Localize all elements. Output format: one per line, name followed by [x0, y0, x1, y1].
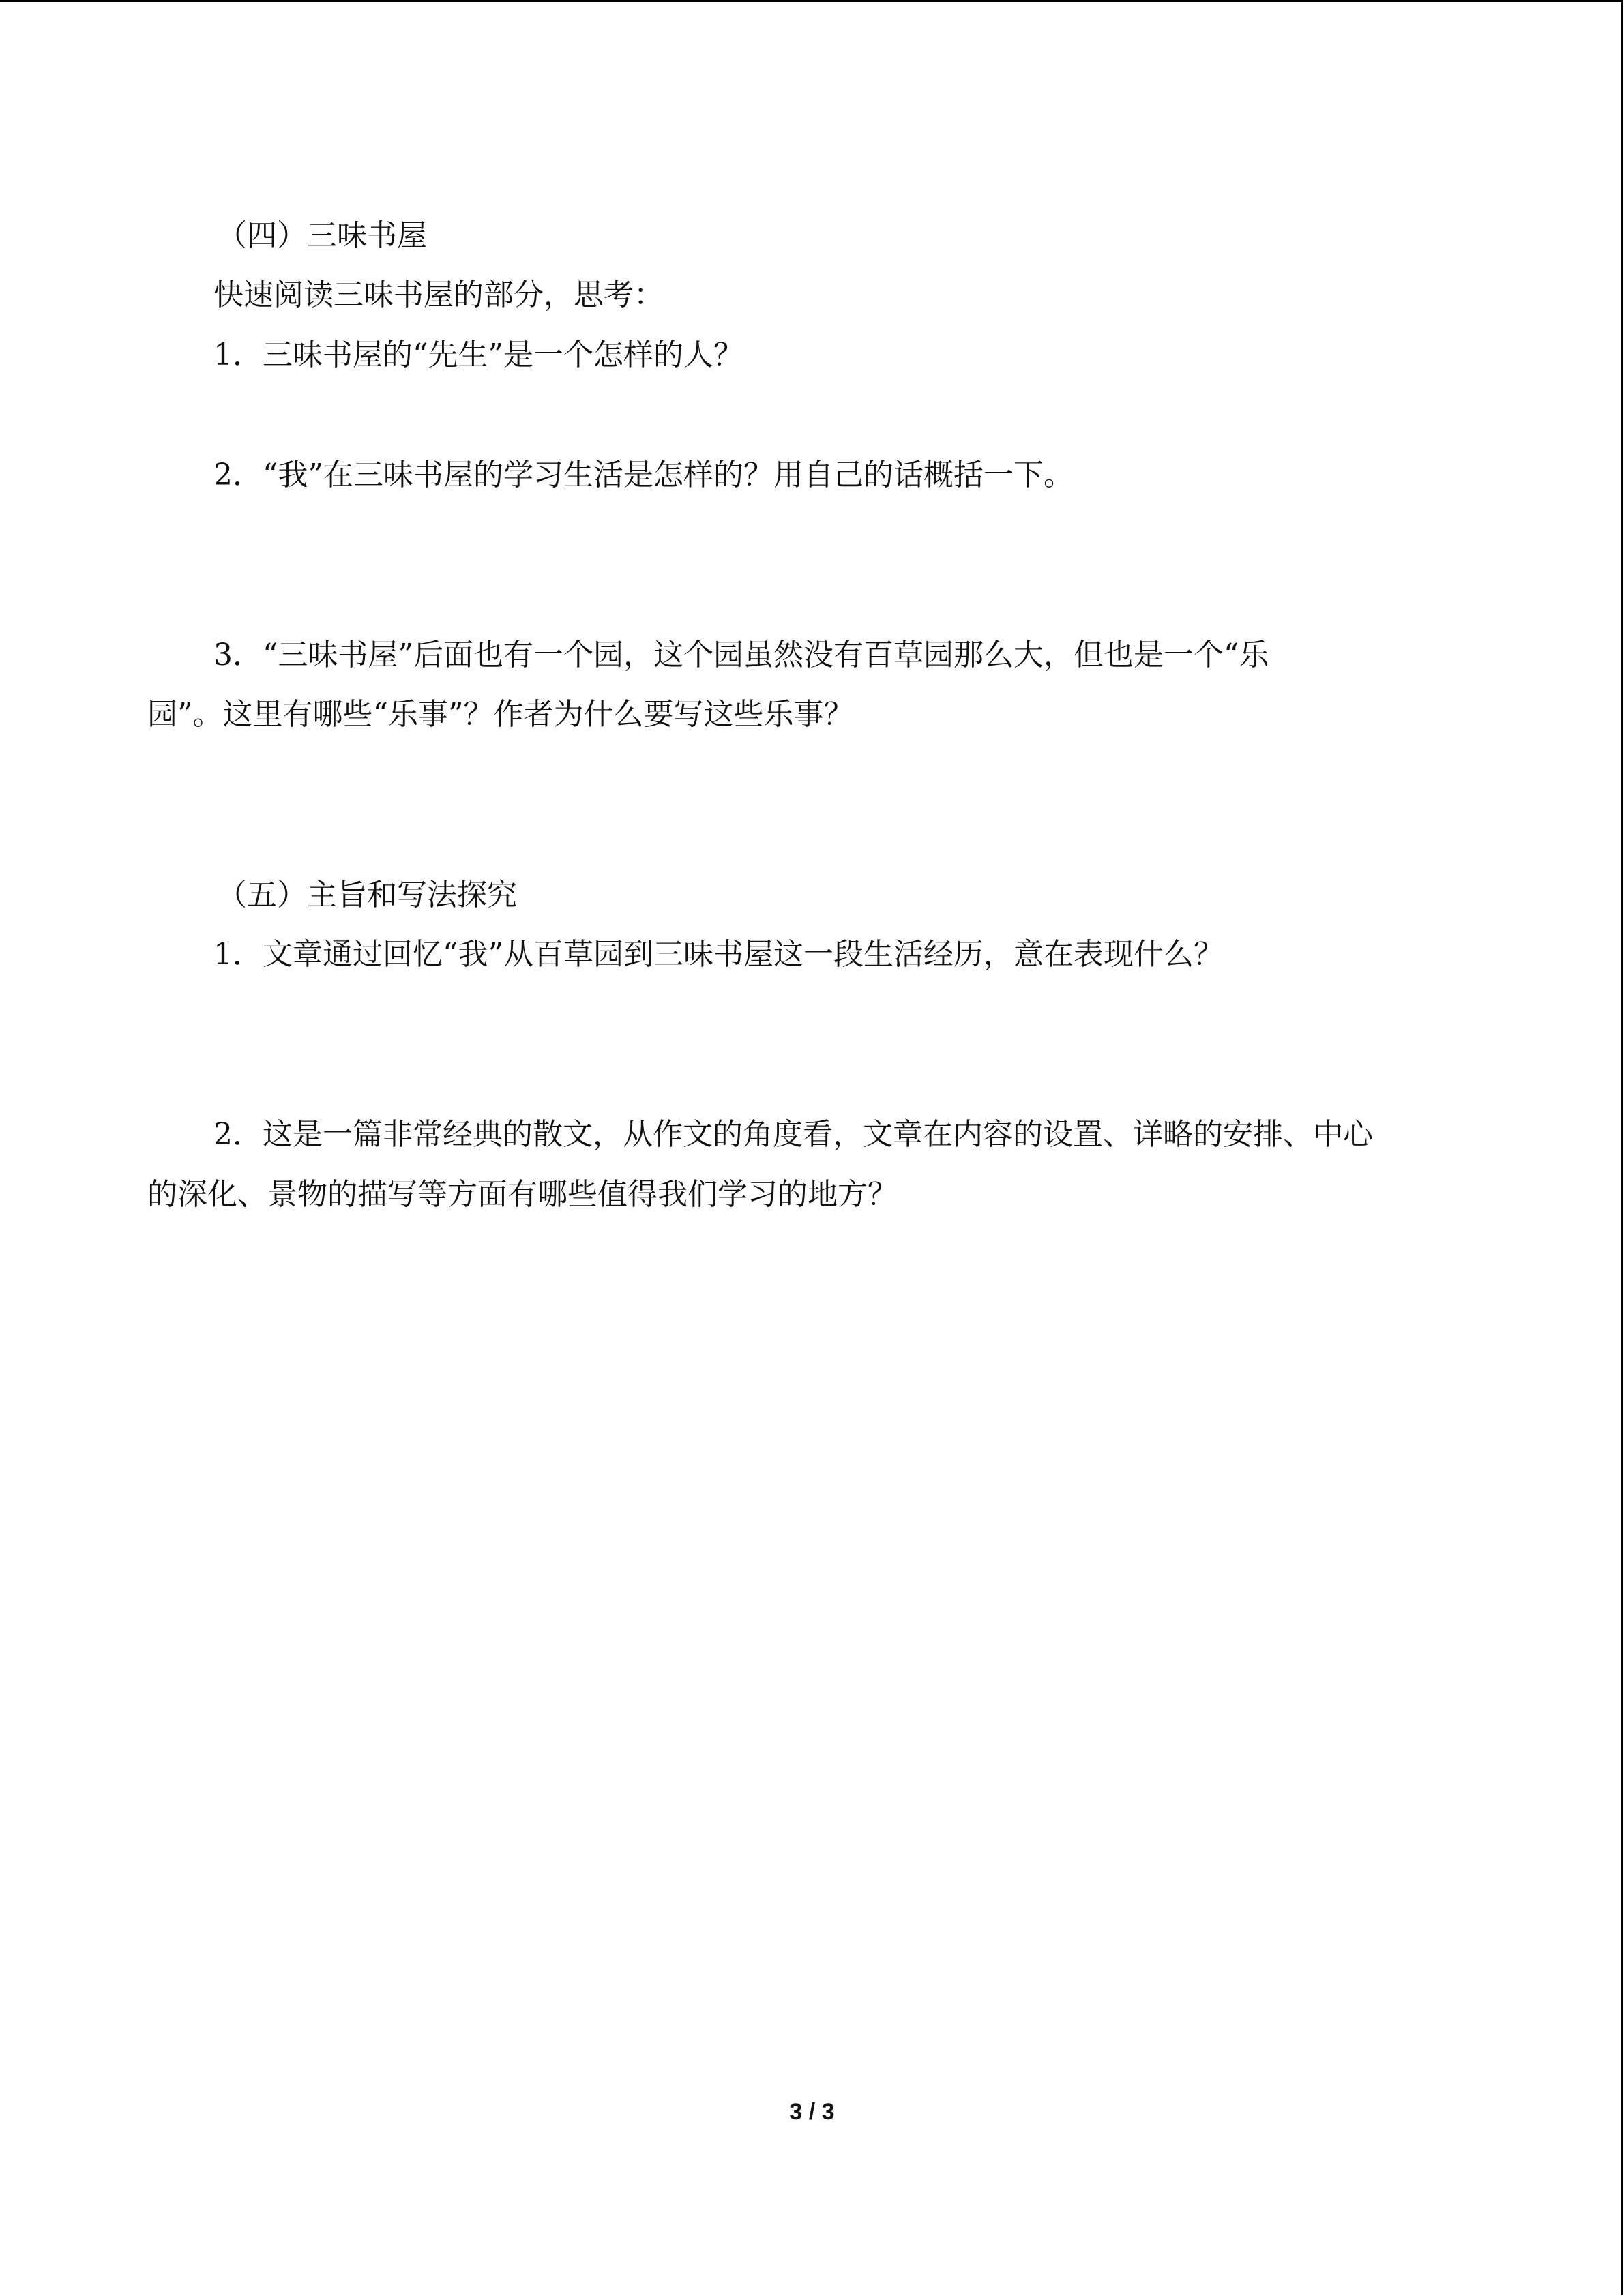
question-item: 1．三味书屋的“先生”是一个怎样的人？ [213, 338, 743, 372]
question-item: 2．“我”在三味书屋的学习生活是怎样的？用自己的话概括一下。 [213, 458, 1074, 492]
question-item: 1．文章通过回忆“我”从百草园到三味书屋这一段生活经历，意在表现什么？ [213, 937, 1224, 972]
section-intro: 快速阅读三味书屋的部分，思考： [213, 278, 664, 312]
question-item-continuation: 园”。这里有哪些“乐事”？作者为什么要写这些乐事？ [147, 697, 854, 732]
question-item-continuation: 的深化、景物的描写等方面有哪些值得我们学习的地方？ [147, 1177, 898, 1212]
question-item: 3．“三味书屋”后面也有一个园，这个园虽然没有百草园那么大，但也是一个“乐 [213, 638, 1269, 672]
question-item: 2．这是一篇非常经典的散文，从作文的角度看，文章在内容的设置、详略的安排、中心 [213, 1117, 1373, 1152]
section-heading: （五）主旨和写法探究 [217, 878, 517, 912]
page-number: 3 / 3 [789, 2099, 835, 2125]
section-heading: （四）三味书屋 [217, 218, 427, 253]
